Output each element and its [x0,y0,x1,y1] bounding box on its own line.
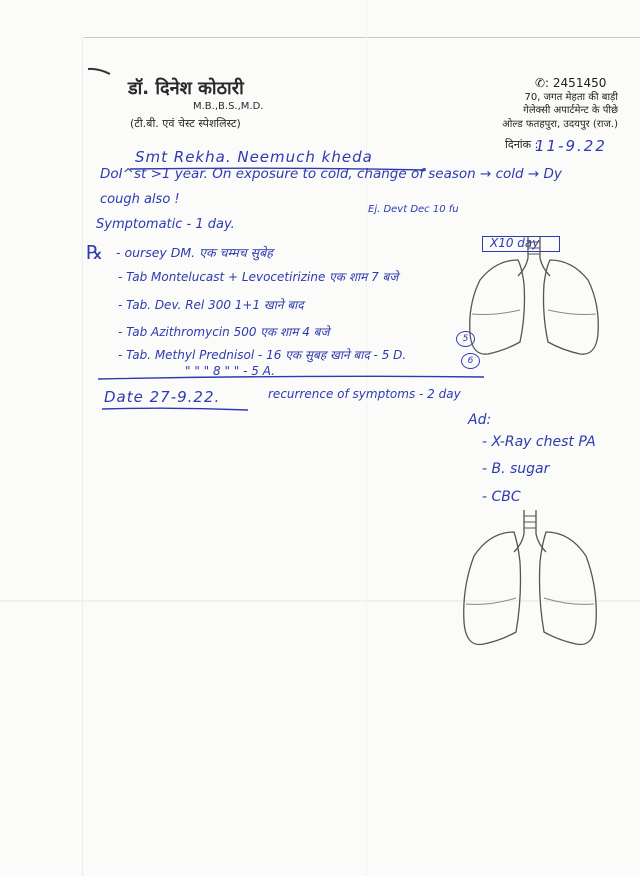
doctor-specialty: (टी.बी. एवं चेस्ट स्पेशलिस्ट) [130,117,241,130]
advice-item-3: - CBC [482,489,521,505]
advice-heading: Ad: [468,412,492,428]
divider-line [96,374,486,382]
history-note: Ej. Devt Dec 10 fu [368,204,459,215]
address-line-3: ओल्ड फतहपुरा, उदयपुर (राज.) [502,119,618,130]
followup-date: Date 27-9.22. [104,388,221,406]
followup-note: recurrence of symptoms - 2 day [268,387,461,401]
circled-number-2: 6 [461,353,480,369]
medicine-1: - Tab Montelucast + Levocetirizine एक शाम 7 बजे [118,270,399,284]
advice-item-2: - B. sugar [482,461,550,477]
history-line-3: Symptomatic - 1 day. [96,217,235,232]
paper-edge [82,37,83,876]
history-line-2: cough also ! [100,192,180,207]
doctor-degrees: M.B.,B.S.,M.D. [193,101,264,112]
medicine-4: - Tab. Methyl Prednisol - 16 एक सुबह खाने बाद - 5 D. [118,348,407,362]
duration-label: X10 day [490,236,540,250]
address-line-2: गेलेक्सी अपार्टमेन्ट के पीछे [523,105,618,116]
date-label: दिनांक : [505,138,539,151]
lung-diagram-icon [460,508,600,656]
medicine-5: " " " 8 " " - 5 A. [185,364,275,378]
lung-diagram-icon [466,234,602,366]
circled-number-1: 5 [456,331,475,347]
patient-name: Smt Rekha. Neemuch kheda [135,148,373,166]
top-rule [84,37,640,38]
advice-item-1: - X-Ray chest PA [482,434,596,450]
prescription-date: 11-9.22 [535,137,607,155]
followup-underline [100,406,250,412]
rx-symbol: ℞ [86,242,104,264]
medicine-2: - Tab. Dev. Rel 300 1+1 खाने बाद [118,298,304,312]
history-line-1: DoI^st >1 year. On exposure to cold, change of season → cold → Dy [100,166,562,182]
doctor-name: डॉ. दिनेश कोठारी [128,78,244,99]
phone-number: ✆: 2451450 [535,76,607,90]
medicine-3: - Tab Azithromycin 500 एक शाम 4 बजे [118,325,330,339]
paper-fold-vertical [366,0,367,876]
pen-stroke-mark [86,66,112,76]
address-line-1: 70, जगत मेहता की बाड़ी [524,92,618,103]
medicine-0: - oursey DM. एक चम्मच सुबेह [116,245,273,260]
